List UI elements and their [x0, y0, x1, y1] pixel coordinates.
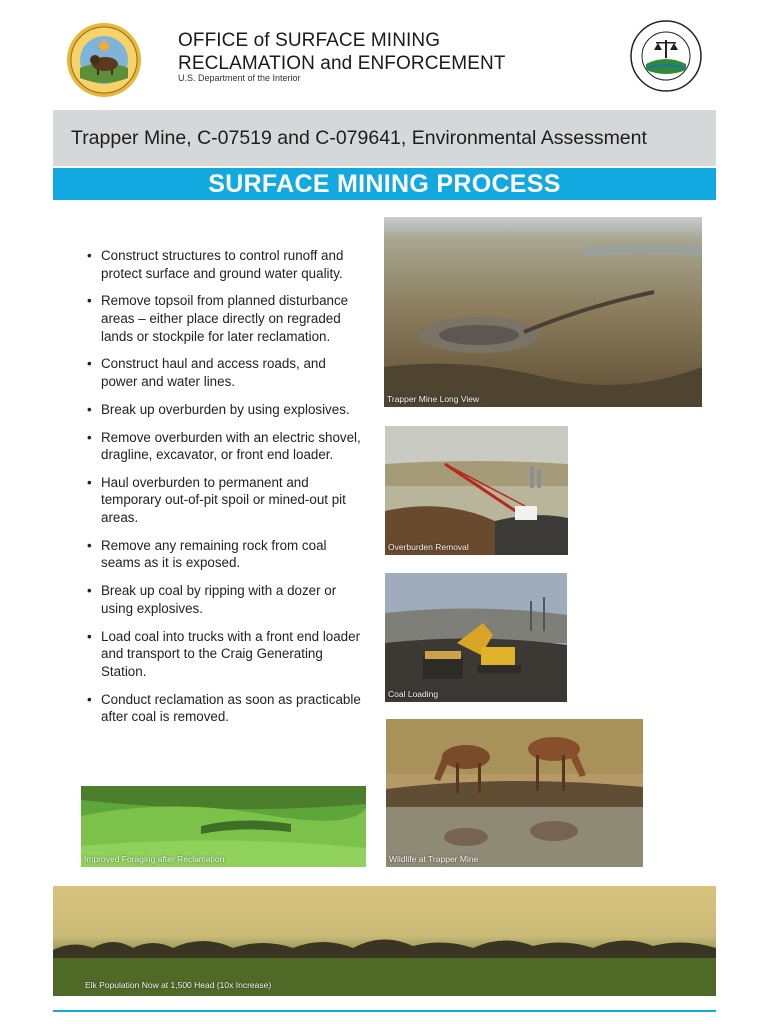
photo-caption: Trapper Mine Long View: [387, 394, 480, 404]
list-item: • Construct haul and access roads, and power and water lines.: [85, 355, 365, 390]
list-item: • Load coal into trucks with a front end loader and transport to the Craig Generating Station.: [85, 628, 365, 681]
bottom-divider: [53, 1010, 716, 1012]
coal-loading-photo: [385, 573, 567, 702]
list-item: • Construct structures to control runoff and protect surface and ground water quality.: [85, 247, 365, 282]
overburden-removal-photo: [385, 426, 568, 555]
osmre-seal-logo: [630, 20, 702, 92]
list-item: • Remove overburden with an electric shovel, dragline, excavator, or front end loader.: [85, 429, 365, 464]
photo-caption: Improved Foraging after Reclamation: [84, 854, 225, 864]
photo-caption: Coal Loading: [388, 689, 439, 699]
mine-long-view-photo: [384, 217, 702, 407]
list-item: • Conduct reclamation as soon as practicable after coal is removed.: [85, 691, 365, 726]
section-heading: SURFACE MINING PROCESS: [208, 170, 561, 198]
doi-seal-logo: [66, 22, 142, 98]
document-title: Trapper Mine, C-07519 and C-079641, Environmental Assessment: [71, 127, 647, 149]
list-item: • Break up coal by ripping with a dozer or using explosives.: [85, 582, 365, 617]
office-name-line1: OFFICE of SURFACE MINING: [178, 30, 441, 51]
photo-caption: Wildlife at Trapper Mine: [389, 854, 479, 864]
department-name: U.S. Department of the Interior: [178, 73, 301, 83]
section-heading-band: [53, 168, 716, 200]
office-name-line2: RECLAMATION and ENFORCEMENT: [178, 53, 506, 74]
document-title-band: [53, 110, 716, 166]
process-steps-list: [85, 247, 365, 736]
list-item: • Remove any remaining rock from coal seams as it is exposed.: [85, 537, 365, 572]
photo-caption: Elk Population Now at 1,500 Head (10x Increase): [85, 980, 272, 990]
list-item: • Break up overburden by using explosives.: [85, 401, 365, 419]
list-item: • Remove topsoil from planned disturbance areas – either place directly on regraded lands or stockpile for later reclamation.: [85, 292, 365, 345]
photo-caption: Overburden Removal: [388, 542, 469, 552]
wildlife-photo: [386, 719, 643, 867]
list-item: • Haul overburden to permanent and temporary out-of-pit spoil or mined-out pit areas.: [85, 474, 365, 527]
elk-herd-photo: [53, 886, 716, 996]
reclaimed-foraging-photo: [81, 786, 366, 867]
